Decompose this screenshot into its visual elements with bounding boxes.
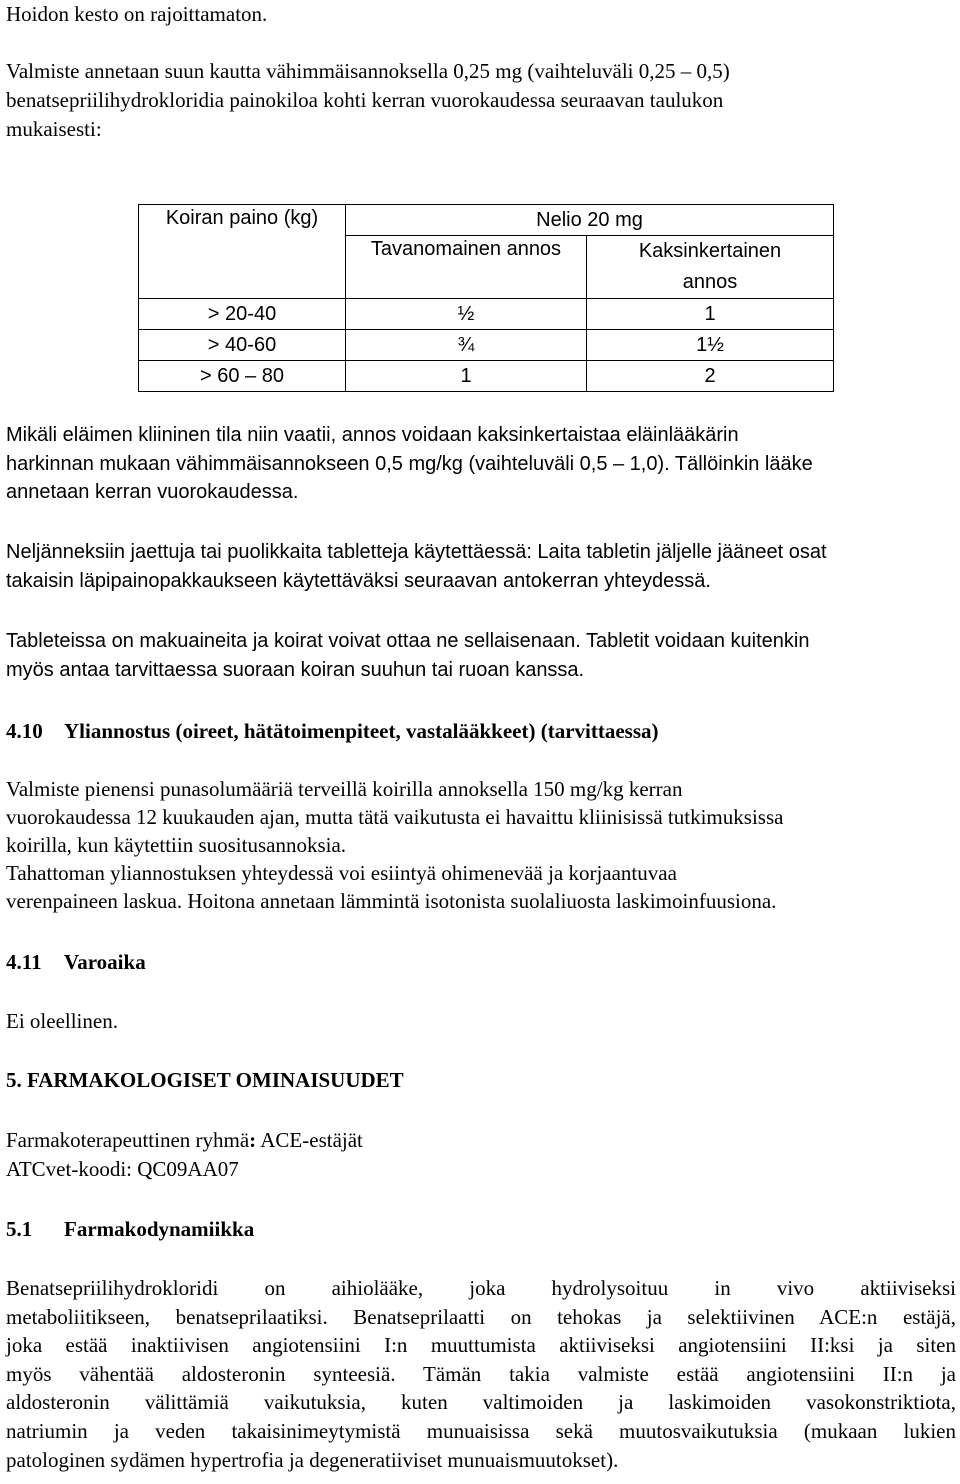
pharmacodynamics-line: natriumin ja veden takaisinimeytymistä munuaisissa sekä muutosvaikutuksia (mukaan lukien [6, 1418, 956, 1443]
dose-table [138, 204, 834, 392]
product-header: Nelio 20 mg [346, 205, 834, 236]
split-tablet-line: takaisin läpipainopakkaukseen käytettäväksi seuraavan antokerran yhteydessä. [6, 570, 711, 592]
pharmacodynamics-line: Benatsepriilihydrokloridi on aihiolääke, joka hydrolysoituu in vivo aktiiviseksi [6, 1276, 956, 1300]
flavour-line: myös antaa tarvittaessa suoraan koiran suuhun tai ruoan kanssa. [6, 659, 585, 681]
section-410-heading [6, 717, 659, 745]
section-51-title: Farmakodynamiikka [64, 1217, 255, 1241]
double-dose-header-line2: annos [682, 271, 738, 293]
split-tablet-line: Neljänneksiin jaettuja tai puolikkaita tabletteja käytettäessä: Laita tabletin jäljelle jääneet osat [6, 541, 827, 563]
withdrawal-text: Ei oleellinen. [6, 1009, 118, 1033]
split-tablet-paragraph [6, 538, 827, 596]
flavour-paragraph [6, 627, 809, 685]
pharmacodynamics-line: aldosteronin välittämiä vaikutuksia, kuten valtimoiden ja laskimoiden vasokonstriktiota, [6, 1390, 956, 1415]
table-row [139, 361, 834, 392]
clinical-dose-line: harkinnan mukaan vähimmäisannokseen 0,5 mg/kg (vaihteluväli 0,5 – 1,0). Tällöinkin lääke [6, 452, 813, 475]
clinical-dose-line: Mikäli eläimen kliininen tila niin vaatii, annos voidaan kaksinkertaistaa eläinlääkärin [6, 424, 739, 446]
section-51-number: 5.1 [6, 1217, 33, 1241]
admin-line-1: Valmiste annetaan suun kautta vähimmäisannoksella 0,25 mg (vaihteluväli 0,25 – 0,5) [6, 59, 730, 83]
table-row [139, 330, 834, 361]
section-411-number: 4.11 [6, 950, 42, 974]
table-row [139, 299, 834, 330]
normal-dose-cell: 1 [346, 361, 587, 392]
overdose-line: vuorokaudessa 12 kuukauden ajan, mutta tätä vaikutusta ei havaittu kliinisissä tutkimuksissa [6, 805, 784, 829]
pharmacodynamics-line: metaboliitikseen, benatseprilaatiksi. Benatseprilaatti on tehokas ja selektiivinen ACE:n estäjä, [6, 1304, 956, 1329]
pharmacodynamics-line: joka estää inaktiivisen angiotensiini I:n muuttumista aktiiviseksi angiotensiini II:ksi ja siten [6, 1333, 956, 1358]
pharmacodynamics-line: myös vähentää aldosteronin synteesiä. Tämän takia valmiste estää angiotensiini II:n ja [6, 1361, 956, 1386]
group-colon: : [249, 1128, 257, 1152]
weight-cell: > 20-40 [139, 299, 346, 330]
section-5-heading: 5. FARMAKOLOGISET OMINAISUUDET [6, 1068, 404, 1092]
pharmacodynamics-paragraph [6, 1274, 956, 1474]
clinical-dose-line: annetaan kerran vuorokaudessa. [6, 481, 299, 503]
pharmacotherapeutic-group [6, 1126, 363, 1154]
section-410-number: 4.10 [6, 719, 43, 743]
overdose-line: verenpaineen laskua. Hoitona annetaan lämmintä isotonista suolaliuosta laskimoinfuusiona. [6, 889, 777, 913]
section-411-heading [6, 948, 146, 976]
weight-cell: > 60 – 80 [139, 361, 346, 392]
atc-code: ATCvet-koodi: QC09AA07 [6, 1157, 239, 1181]
admin-line-2: benatsepriilihydrokloridia painokiloa kohti kerran vuorokaudessa seuraavan taulukon [6, 88, 724, 112]
overdose-line: Tahattoman yliannostuksen yhteydessä voi esiintyä ohimenevää ja korjaantuvaa [6, 861, 677, 885]
group-label: Farmakoterapeuttinen ryhmä [6, 1128, 250, 1152]
section-51-heading [6, 1215, 254, 1243]
section-410-title: Yliannostus (oireet, hätätoimenpiteet, vastalääkkeet) (tarvittaessa) [64, 719, 659, 743]
double-dose-cell: 1½ [587, 330, 834, 361]
section-411-title: Varoaika [64, 950, 146, 974]
clinical-dose-paragraph [6, 421, 813, 507]
overdose-line: Valmiste pienensi punasolumääriä terveillä koirilla annoksella 150 mg/kg kerran [6, 777, 683, 801]
double-dose-cell: 2 [587, 361, 834, 392]
admin-line-3: mukaisesti: [6, 117, 102, 141]
double-dose-cell: 1 [587, 299, 834, 330]
flavour-line: Tableteissa on makuaineita ja koirat voivat ottaa ne sellaisenaan. Tabletit voidaan kuitenkin [6, 630, 810, 652]
normal-dose-cell: ¾ [346, 330, 587, 361]
duration-text: Hoidon kesto on rajoittamaton. [6, 2, 268, 26]
normal-dose-header: Tavanomainen annos [346, 236, 587, 299]
double-dose-header [587, 236, 834, 299]
overdose-line: koirilla, kun käytettiin suositusannoksia. [6, 833, 347, 857]
weight-header: Koiran paino (kg) [139, 205, 346, 299]
normal-dose-cell: ½ [346, 299, 587, 330]
group-value: ACE-estäjät [256, 1128, 363, 1152]
pharmacodynamics-last-line: patologinen sydämen hypertrofia ja degeneratiiviset munuaismuutokset). [6, 1447, 619, 1472]
weight-cell: > 40-60 [139, 330, 346, 361]
double-dose-header-line1: Kaksinkertainen [638, 240, 782, 262]
